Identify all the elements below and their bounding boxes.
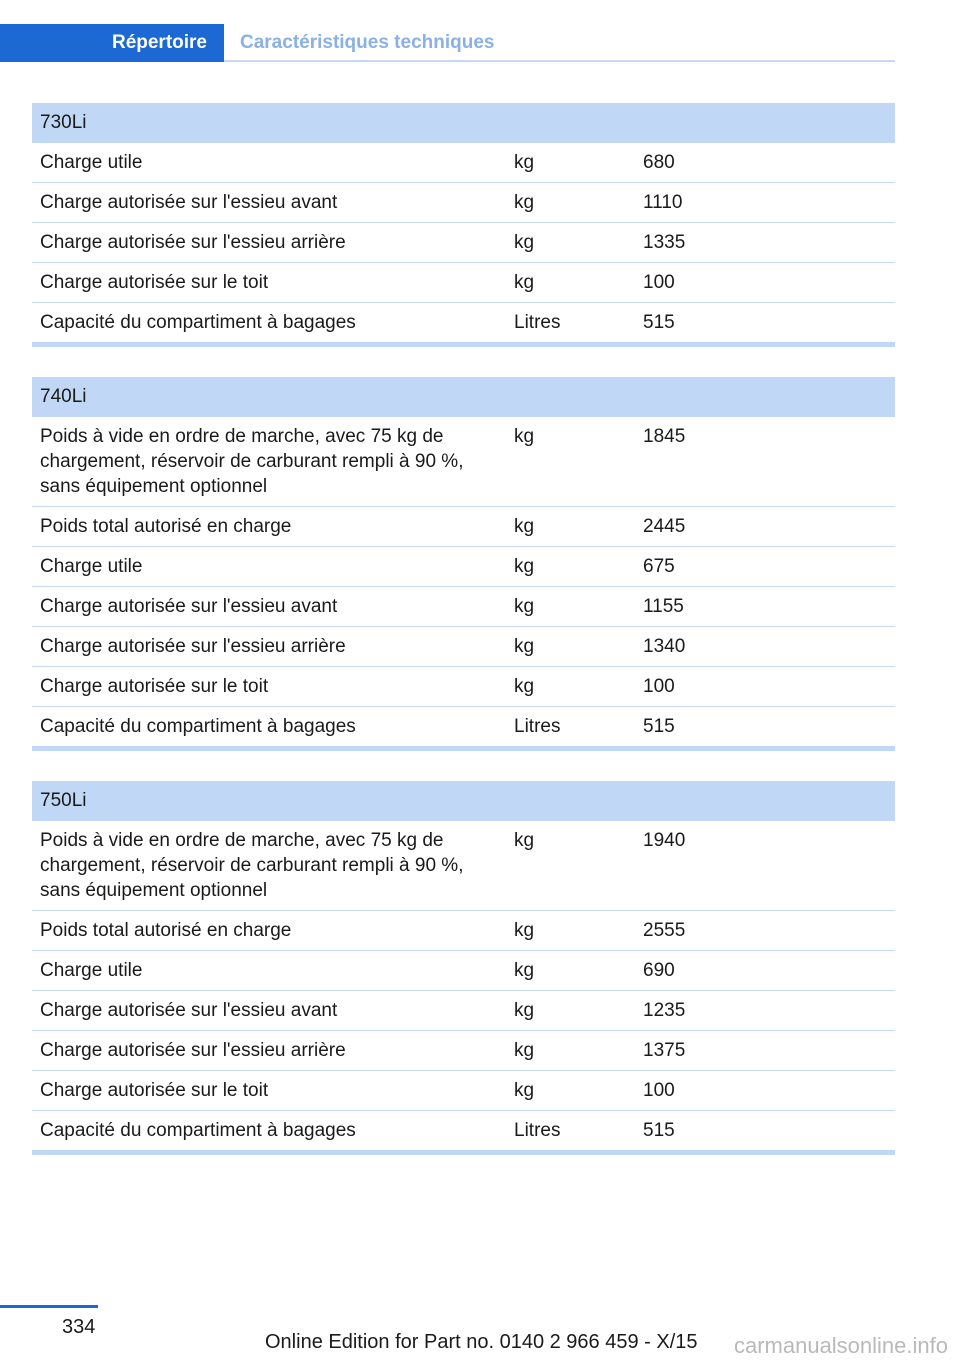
row-value: 1235 [643,1000,686,1021]
table-title: 740Li [32,377,895,417]
table-row [32,707,895,746]
table-bottom-bar [32,1150,895,1155]
row-unit: Litres [514,312,561,333]
row-value: 1940 [643,830,686,851]
table-row [32,1031,895,1071]
row-label: Charge autorisée sur le toit [40,676,269,697]
page-header [0,24,895,62]
row-value: 1110 [643,192,683,213]
table-bottom-bar [32,746,895,751]
row-label: Charge autorisée sur l'essieu avant [40,192,338,213]
row-label: Charge utile [40,556,143,577]
header-rule [224,60,895,62]
row-unit: kg [514,152,535,173]
row-value: 515 [643,716,675,737]
tab-caracteristiques-techniques[interactable]: Caractéristiques techniques [240,32,495,53]
row-unit: Litres [514,1120,561,1141]
table-row [32,1111,895,1150]
table-row [32,821,895,911]
row-label: Charge autorisée sur l'essieu avant [40,1000,338,1021]
table-row [32,143,895,183]
table-title: 750Li [32,781,895,821]
table-row [32,223,895,263]
table-row [32,547,895,587]
row-unit: kg [514,516,535,537]
row-unit: Litres [514,716,561,737]
row-unit: kg [514,556,535,577]
row-unit: kg [514,192,535,213]
table-row [32,667,895,707]
row-label: Poids total autorisé en charge [40,920,292,941]
spec-table-730li [32,103,895,347]
row-label: Charge utile [40,152,143,173]
row-value: 690 [643,960,675,981]
table-title: 730Li [32,103,895,143]
table-row [32,303,895,342]
table-row [32,911,895,951]
row-value: 1335 [643,232,686,253]
row-label: Poids à vide en ordre de marche, avec 75 kg de chargement, réservoir de carburant rempli à 90 %, sans équipement optionnel [40,830,464,901]
row-value: 100 [643,676,675,697]
row-label: Capacité du compartiment à bagages [40,312,356,333]
table-row [32,417,895,507]
table-row [32,263,895,303]
row-value: 1845 [643,426,686,447]
row-unit: kg [514,1040,535,1061]
table-row [32,1071,895,1111]
row-label: Capacité du compartiment à bagages [40,1120,356,1141]
table-row [32,507,895,547]
row-unit: kg [514,676,535,697]
row-value: 1155 [643,596,684,617]
tab-repertoire[interactable]: Répertoire [0,24,224,62]
row-label: Poids à vide en ordre de marche, avec 75 kg de chargement, réservoir de carburant rempli à 90 %, sans équipement optionnel [40,426,464,497]
row-value: 675 [643,556,675,577]
row-label: Charge autorisée sur l'essieu arrière [40,1040,346,1061]
table-row [32,183,895,223]
table-row [32,627,895,667]
row-value: 1375 [643,1040,686,1061]
row-label: Charge autorisée sur l'essieu arrière [40,636,346,657]
row-unit: kg [514,1000,535,1021]
footer-rule [0,1305,98,1308]
row-unit: kg [514,960,535,981]
row-label: Charge utile [40,960,143,981]
watermark: carmanualsonline.info [733,1333,948,1358]
row-label: Charge autorisée sur l'essieu avant [40,596,338,617]
edition-note: Online Edition for Part no. 0140 2 966 459 - X/15 [265,1331,698,1353]
spec-table-750li [32,781,895,1155]
row-value: 100 [643,1080,675,1101]
row-value: 2555 [643,920,686,941]
row-value: 680 [643,152,675,173]
row-unit: kg [514,920,535,941]
row-unit: kg [514,1080,535,1101]
row-label: Charge autorisée sur le toit [40,272,269,293]
table-row [32,951,895,991]
row-unit: kg [514,272,535,293]
row-unit: kg [514,232,535,253]
row-unit: kg [514,636,535,657]
row-value: 100 [643,272,675,293]
row-value: 515 [643,1120,675,1141]
row-value: 1340 [643,636,686,657]
row-label: Charge autorisée sur le toit [40,1080,269,1101]
row-unit: kg [514,596,535,617]
table-row [32,587,895,627]
spec-table-740li [32,377,895,751]
row-value: 2445 [643,516,686,537]
table-row [32,991,895,1031]
row-value: 515 [643,312,675,333]
row-unit: kg [514,830,535,851]
row-label: Capacité du compartiment à bagages [40,716,356,737]
table-bottom-bar [32,342,895,347]
row-label: Poids total autorisé en charge [40,516,292,537]
row-unit: kg [514,426,535,447]
row-label: Charge autorisée sur l'essieu arrière [40,232,346,253]
page-number: 334 [62,1316,96,1338]
